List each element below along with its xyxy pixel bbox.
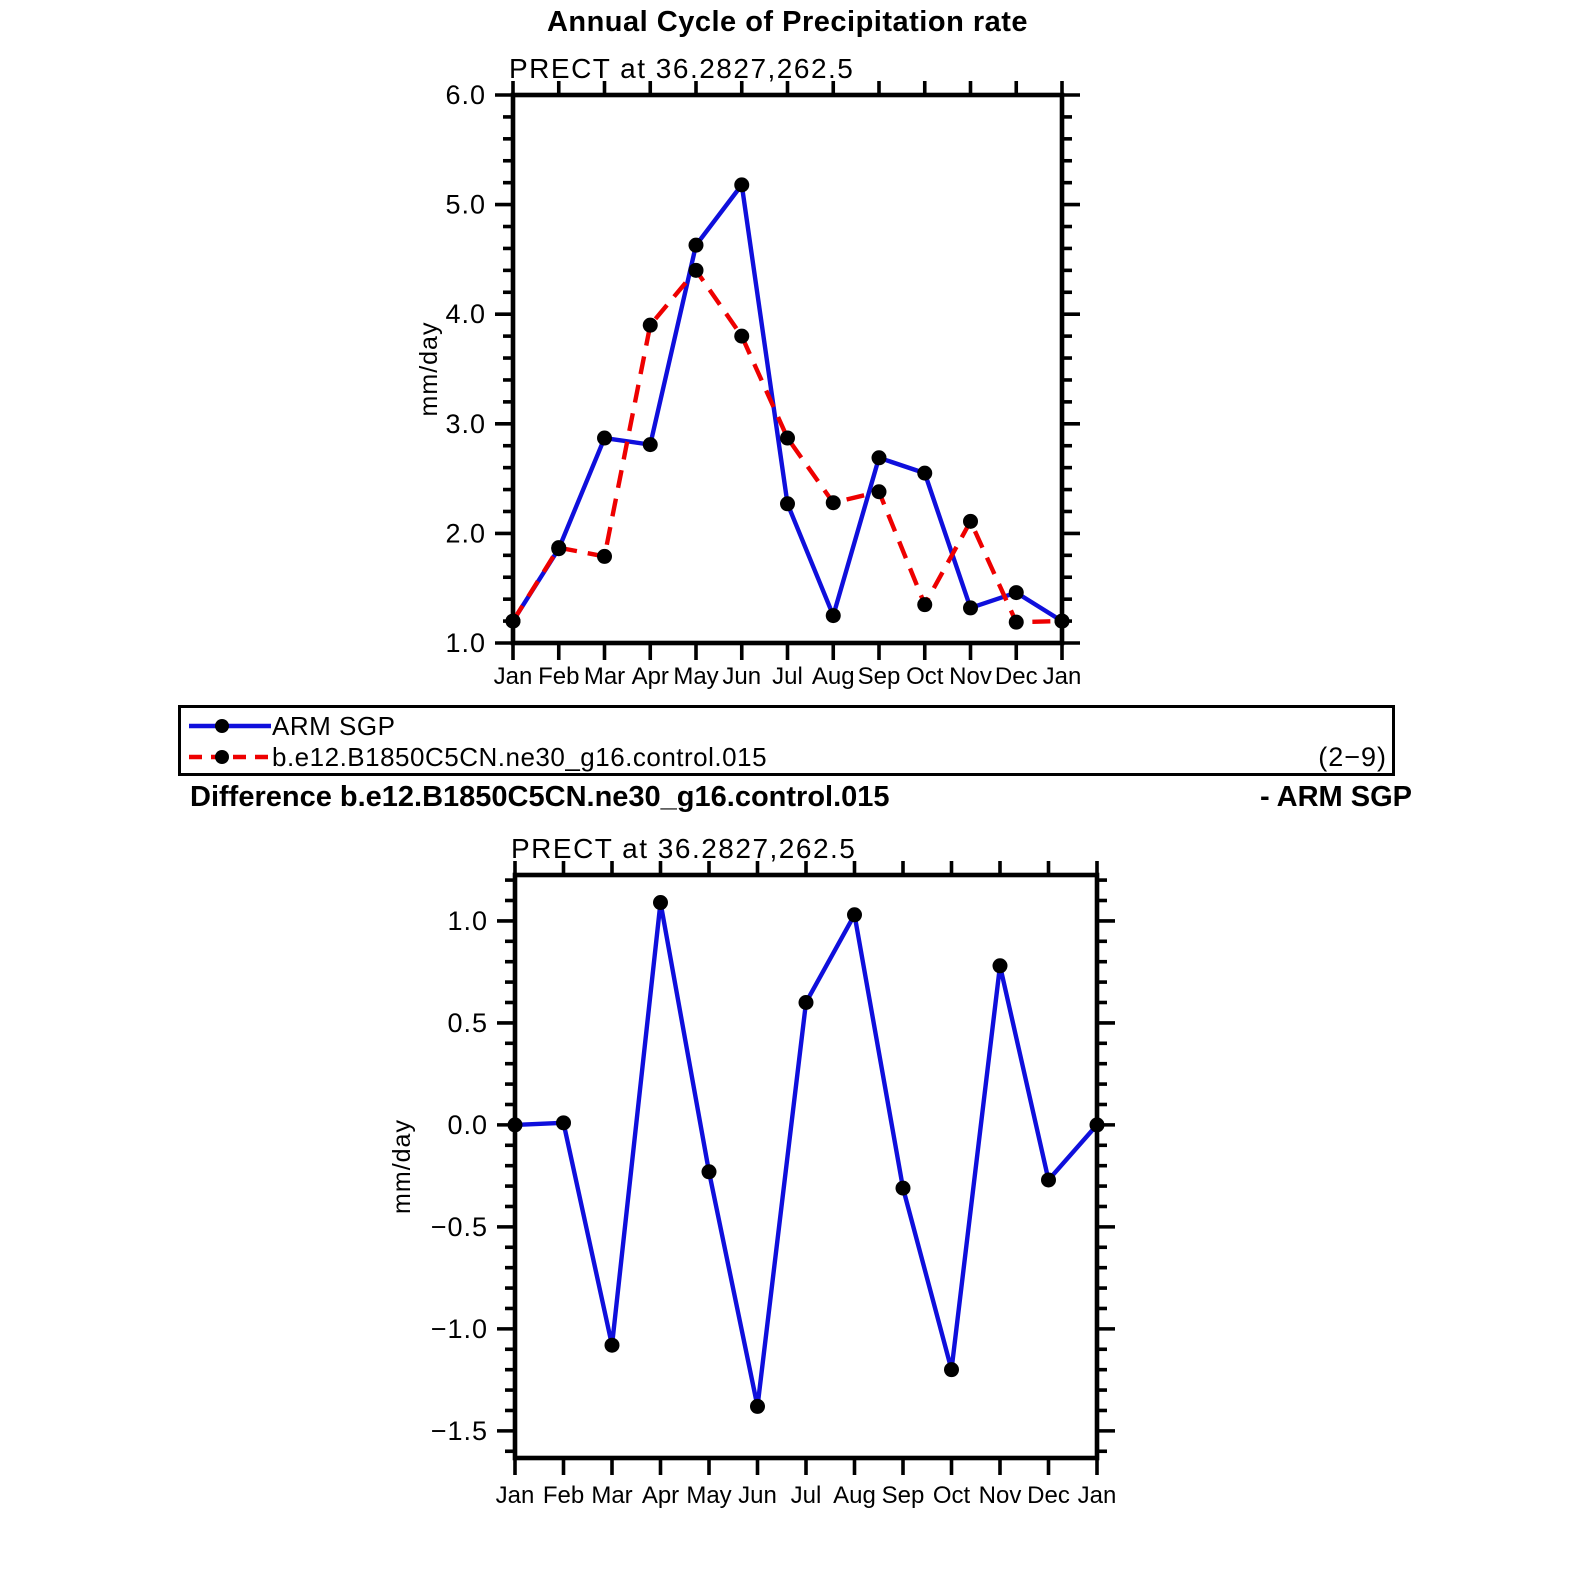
y-axis-label: mm/day — [415, 321, 443, 417]
x-tick-label: Apr — [641, 1482, 680, 1509]
legend-item-arm-sgp — [188, 711, 396, 741]
y-tick-label: 5.0 — [445, 189, 486, 220]
x-tick-label: Feb — [538, 663, 580, 690]
difference-chart — [388, 833, 1116, 1509]
axis-ticks — [497, 861, 1115, 1475]
x-tick-label: Sep — [881, 1482, 925, 1509]
y-tick-label: 4.0 — [445, 299, 486, 330]
x-tick-label: Aug — [833, 1482, 876, 1509]
y-tick-label: 1.0 — [447, 905, 488, 936]
x-tick-label: Sep — [857, 663, 901, 690]
x-tick-label: Oct — [932, 1482, 971, 1509]
x-tick-label: Jan — [1042, 663, 1082, 690]
x-tick-label: Jan — [1077, 1482, 1117, 1509]
difference-title — [190, 781, 1412, 814]
y-tick-label: 0.0 — [447, 1109, 488, 1140]
x-tick-label: Jul — [772, 663, 803, 690]
x-tick-label: May — [686, 1482, 732, 1509]
x-tick-label: Jun — [738, 1482, 777, 1509]
difference-title-left: Difference b.e12.B1850C5CN.ne30_g16.control.015 — [190, 781, 890, 813]
y-tick-label: 1.0 — [445, 628, 486, 658]
x-tick-label: Jun — [722, 663, 762, 690]
legend-months-note: (2−9) — [1318, 742, 1387, 772]
x-tick-label: Oct — [906, 663, 944, 690]
x-tick-label: Mar — [583, 663, 626, 690]
y-tick-label: 2.0 — [445, 518, 486, 549]
x-tick-label: Nov — [949, 663, 992, 690]
legend-label-model-case: b.e12.B1850C5CN.ne30_g16.control.015 — [272, 742, 768, 772]
x-tick-label: Dec — [994, 663, 1038, 690]
x-tick-label: Mar — [591, 1482, 633, 1509]
chart-subtitle: PRECT at 36.2827,262.5 — [511, 833, 857, 864]
page-title: Annual Cycle of Precipitation rate — [546, 6, 1029, 38]
plot-frame — [513, 95, 1062, 643]
legend-box — [178, 705, 1395, 776]
y-tick-label: 0.5 — [447, 1007, 488, 1038]
x-tick-label: Jan — [495, 1482, 535, 1509]
x-tick-label: Apr — [631, 663, 669, 690]
x-tick-label: May — [673, 663, 719, 690]
x-tick-label: Aug — [811, 663, 855, 690]
difference-title-right: - ARM SGP — [1260, 781, 1412, 813]
y-tick-label: −1.0 — [430, 1313, 488, 1344]
legend-line-solid-swatch — [188, 715, 272, 737]
y-tick-label: 3.0 — [445, 408, 486, 439]
legend-marker-dot — [215, 750, 229, 764]
y-axis-label: mm/day — [388, 1119, 416, 1214]
y-tick-label: −1.5 — [430, 1415, 488, 1446]
series-difference-model-minus-arm-sgp — [515, 903, 1097, 1407]
plot-frame — [515, 875, 1097, 1458]
series-b-e12-b1850c5cn-ne30-g16-control-015 — [513, 270, 1062, 622]
legend-marker-dot — [215, 719, 229, 733]
x-tick-label: Jul — [790, 1482, 822, 1509]
legend-line-dashed-swatch — [188, 746, 272, 768]
x-tick-label: Jan — [493, 663, 533, 690]
legend-label-arm-sgp: ARM SGP — [272, 711, 396, 741]
legend-item-model-case — [188, 742, 768, 772]
annual-cycle-chart — [415, 53, 1081, 690]
x-tick-label: Dec — [1027, 1482, 1070, 1509]
x-tick-label: Nov — [978, 1482, 1022, 1509]
chart-subtitle: PRECT at 36.2827,262.5 — [509, 53, 855, 84]
data-point-markers — [506, 177, 1070, 629]
y-tick-label: 6.0 — [445, 80, 486, 110]
data-point-markers — [508, 895, 1105, 1414]
y-tick-label: −0.5 — [430, 1211, 488, 1242]
x-tick-label: Feb — [542, 1482, 585, 1509]
